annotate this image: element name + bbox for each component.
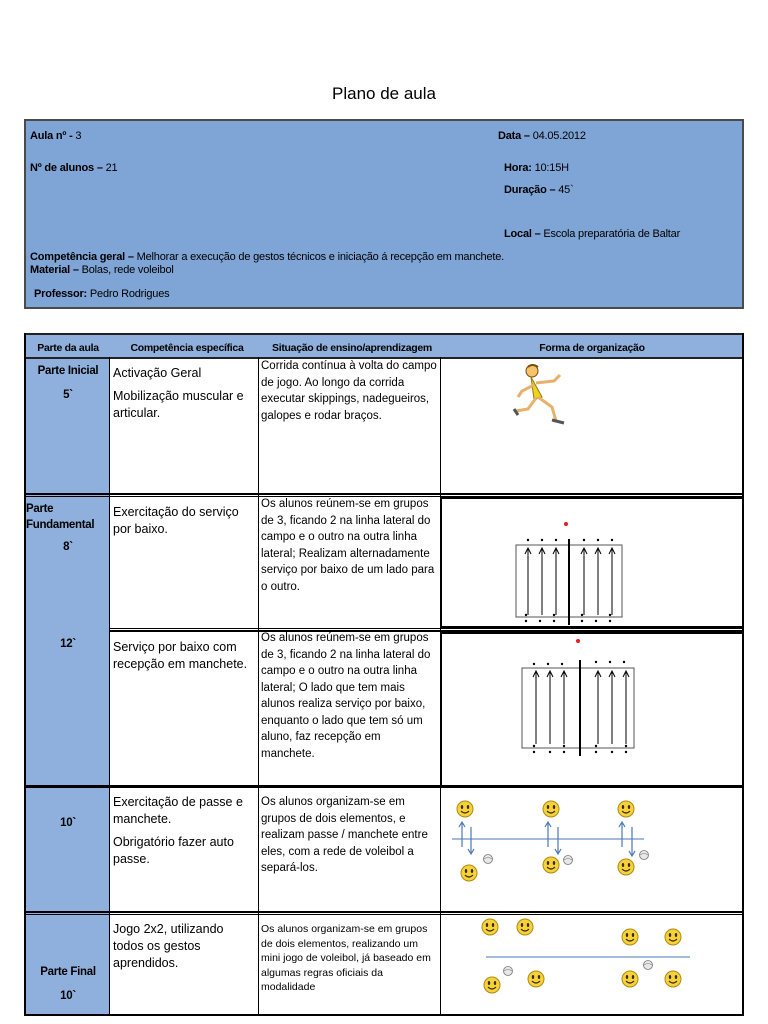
game-diagram (470, 917, 710, 1007)
header-organizacao: Forma de organização (539, 342, 645, 354)
lesson-date: Data – 04.05.2012 (498, 130, 586, 142)
smiley-icon (665, 929, 681, 945)
smiley-icon (622, 929, 638, 945)
smiley-icon (543, 801, 559, 817)
volleyball-icon (644, 961, 653, 970)
row5-competencia: Jogo 2x2, utilizando todos os gestos aprendidos. (113, 922, 224, 970)
material: Material – Bolas, rede voleibol (30, 264, 174, 276)
row1-competencia: Activação Geral Mobilização muscular e articular. (113, 366, 244, 420)
volleyball-icon (640, 851, 649, 860)
header-parte: Parte da aula (37, 342, 99, 354)
lesson-time: Hora: 10:15H (504, 162, 569, 174)
row-divider (24, 911, 744, 915)
aula-number: Aula nº - 3 (30, 130, 82, 142)
row3-competencia: Serviço por baixo com recepção em manchete. (113, 640, 248, 671)
row-divider (24, 785, 744, 788)
smiley-icon (517, 919, 533, 935)
volleyball-icon (504, 967, 513, 976)
col-divider (109, 357, 110, 1016)
smiley-icon (618, 859, 634, 875)
general-competence: Competência geral – Melhorar a execução de gestos técnicos e iniciação á recepção em manchete. (30, 251, 505, 263)
col-divider (258, 357, 259, 1016)
row5-situacao: Os alunos organizam-se em grupos de dois elementos, realizando um mini jogo de voleibol, já baseado em algumas regras oficiais da modalidade (261, 923, 431, 993)
smiley-icon (482, 919, 498, 935)
lesson-table (24, 333, 744, 1016)
row1-situacao: Corrida contínua à volta do campo de jogo. Ao longo da corrida executar skippings, nadegueiros, galopes e rodar braços. (261, 360, 437, 422)
smiley-icon (461, 865, 477, 881)
page-title: Plano de aula (332, 84, 436, 103)
passing-diagram (448, 795, 658, 885)
row2-competencia: Exercitação do serviço por baixo. (113, 505, 239, 536)
header-competencia: Competência específica (130, 342, 244, 354)
lesson-info-box (24, 119, 744, 309)
smiley-icon (665, 971, 681, 987)
row4-situacao: Os alunos organizam-se em grupos de dois elementos, e realizam passe / manchete entre eles, com a rede de voleibol a separá-los. (261, 796, 428, 874)
student-count: Nº de alunos – 21 (30, 162, 118, 174)
row5-tempo: 10` (60, 990, 76, 1002)
row5-parte: Parte Final (40, 966, 96, 978)
smiley-icon (457, 801, 473, 817)
lesson-location: Local – Escola preparatória de Baltar (504, 228, 681, 240)
runner-icon (514, 363, 574, 427)
row4-tempo: 10` (60, 817, 76, 829)
ball-marker (564, 522, 568, 526)
lesson-duration: Duração – 45` (504, 184, 574, 196)
row2-parte: Parte Fundamental (26, 503, 95, 531)
row1-tempo: 5` (63, 389, 73, 401)
volleyball-icon (484, 855, 493, 864)
volleyball-icon (564, 856, 573, 865)
header-situacao: Situação de ensino/aprendizagem (272, 342, 432, 354)
ball-marker (576, 639, 580, 643)
smiley-icon (543, 857, 559, 873)
row4-competencia: Exercitação de passe e manchete. Obrigatório fazer auto passe. (113, 795, 243, 866)
row3-tempo: 12` (60, 638, 76, 650)
smiley-icon (484, 977, 500, 993)
smiley-icon (622, 971, 638, 987)
row2-tempo: 8` (63, 541, 73, 553)
smiley-icon (528, 971, 544, 987)
court-diagram-icon (514, 521, 626, 625)
teacher: Professor: Pedro Rodrigues (34, 288, 170, 300)
smiley-icon (618, 801, 634, 817)
row1-parte: Parte Inicial (37, 365, 99, 377)
row3-situacao: Os alunos reúnem-se em grupos de 3, ficando 2 na linha lateral do campo e o outro na outra linha lateral; O lado que tem mais alunos realiza serviço por baixo, enquanto o lado que tem só um aluno, faz recepção em manchete. (261, 632, 431, 760)
row2-situacao: Os alunos reúnem-se em grupos de 3, ficando 2 na linha lateral do campo e o outro na outra linha lateral; Realizam alternadamente serviço por baixo de um lado para o outro. (261, 498, 435, 593)
court-diagram-icon (520, 638, 636, 756)
